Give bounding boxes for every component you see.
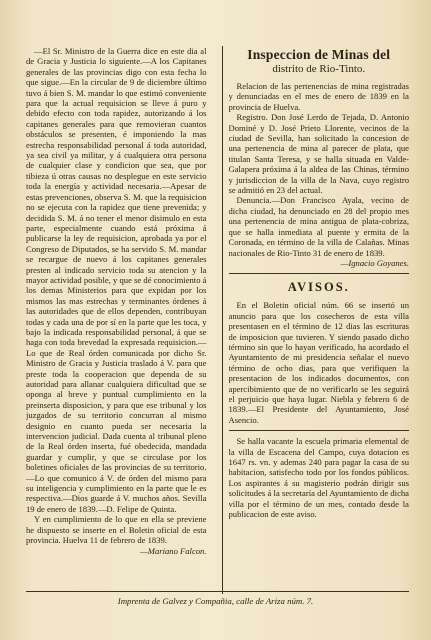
imprint-line: Imprenta de Galvez y Compañia, calle de Ariza núm. 7. <box>117 596 314 606</box>
aviso-rule <box>229 430 410 431</box>
footer-rule <box>26 591 409 592</box>
ministerial-order-text: —El Sr. Ministro de la Guerra dice en este dia al de Gracia y Justicia lo siguiente.—A los Capitanes generales de las provincias digo con esta fecha lo que sigue.—En la circular de 9 de diciembre último tuvo á bien S. M. mandar lo que estimó conveniente para que la actual requisicion se lleve á puro y debido efecto con toda rapidez, autorizando á los capitanes generales para que removieran cuantos obstáculos se presenten, é imponiendo la mas estrecha responsabilidad personal á toda autoridad, ya sea civil ya militar, y á cualquiera otra persona de cualquier clase y condicion que sea, que por tibieza ú otras causas no desplegue en este servicio toda la energía y actividad necesaria.—Apesar de estas prevenciones, observa S. M. que la requisicion no se ejecuta con la rapidez que tiene prevenida; y decidida S. M. á no tener el menor disimulo en esta parte, especialmente cuando está próxima á publicarse la ley de requisicion, aprobada ya por el Congreso de Diputados, se ha servido S. M. mandar se recargue de nuevo á los capitanes generales presten al indicado servicio toda su atencion y la mayor actividad posible, y que se dé conocimiento á los demas Ministerios para que expidan por los mismos las mas estrechas y terminantes órdenes á las autoridades que de ellos dependen, contribuyan todas y cada una de por sí en la parte que les toca, y bajo la indicada responsabilidad personal, á que se haga con toda brevedad la expresada requisicion.—Lo que de Real órden comunicada por dicho Sr. Ministro de Gracia y Justicia traslado á V. para que preste toda la cooperacion que dependa de su autoridad para allanar cualquiera dificultad que se oponga al breve y puntual cumplimiento en la preinserta disposicion, y para que ese tribunal y los juzgados de su territorio concurran al mismo designio en cuanto pueda ser necesaria la intervencion judicial. Dada cuenta al tribunal pleno de la Real órden inserta, fué obedecida, mandada guardar y cumplir, y que se circulase por los boletines oficiales de las provincias de su territorio.—Lo que comunico á V. de órden del mismo para su inteligencia y cumplimiento en la parte que le es respectiva.—Dios guarde á V. muchos años. Sevilla 19 de enero de 1839.—D. Felipe de Quinta. <box>26 46 207 514</box>
aviso-escacena-text: Se halla vacante la escuela primaria elemental de la villa de Escacena del Campo, cuya dotacion es 1647 rs. vn. y ademas 240 para pagar la casa de su habitacion, satisfecho todo por los fondos públicos. Los aspirantes á su magisterio podrán dirigir sus solicitudes á la secretaría del Ayuntamiento de dicha villa por el término de un mes, contado desde la publicacion de este aviso. <box>228 436 409 520</box>
left-signature: —Mariano Falcon. <box>140 545 207 556</box>
mines-signature: —Ignacio Goyanes. <box>340 257 409 268</box>
two-column-layout <box>26 46 409 594</box>
publication-order-text: Y en cumplimiento de lo que en ella se previene he dispuesto se inserte en el Boletin oficial de esta provincia. Huelva 11 de febrero de 1839. <box>26 514 207 546</box>
right-column <box>229 46 410 594</box>
aviso-niebla-text: En el Boletin oficial núm. 66 se insertó un anuncio para que los cosecheros de esta villa presentasen en el término de 12 dias las escrituras de imposicion que tuvieren. Y siendo pasado dicho término sin que lo hayan verificado, ha acordado el Ayuntamiento de mi presidencia señalar el nuevo término de ocho dias, para que verifiquen la presentacion de los indicados documentos, con apercibimiento que de no verificarlo se les seguirá el perjuicio que haya lugar. Niebla y febrero 6 de 1839.—El Presidente del Ayuntamiento, José Asencio. <box>228 300 409 425</box>
mine-registration-text: Registro. Don José Lerdo de Tejada, D. Antonio Dominé y D. José Prieto Llorente, vecinos de la ciudad de Sevilla, han solicitado la concesion de una pertenencia de mina al parecer de plata, que titulan Santa Teresa, y se halla situada en Valde-Galapera próxima á la aldea de las Chinas, término y jurisdiccion de la villa de la Nava, cuyo registro se admitió en 23 del actual. <box>228 112 409 196</box>
mines-heading: Inspeccion de Minas del <box>247 47 391 62</box>
mines-intro-text: Relacion de las pertenencias de mina registradas y denunciadas en el mes de enero de 1839 en la provincia de Huelva. <box>228 81 409 112</box>
avisos-heading: AVISOS. <box>287 280 350 295</box>
mine-denunciation-text: Denuncia.—Don Francisco Ayala, vecino de dicha ciudad, ha denunciado en 28 del propio mes una pertenencia de mina antigua de plata-cobriza, que se halla inmediata al puente y ermita de la Coronada, en término de la villa de Calañas. Minas nacionales de Rio-Tinto 31 de enero de 1839. <box>228 195 409 258</box>
column-divider <box>222 46 223 594</box>
mines-subheading: distrito de Rio-Tinto. <box>272 63 366 75</box>
section-rule <box>229 273 410 274</box>
left-column <box>26 46 207 594</box>
